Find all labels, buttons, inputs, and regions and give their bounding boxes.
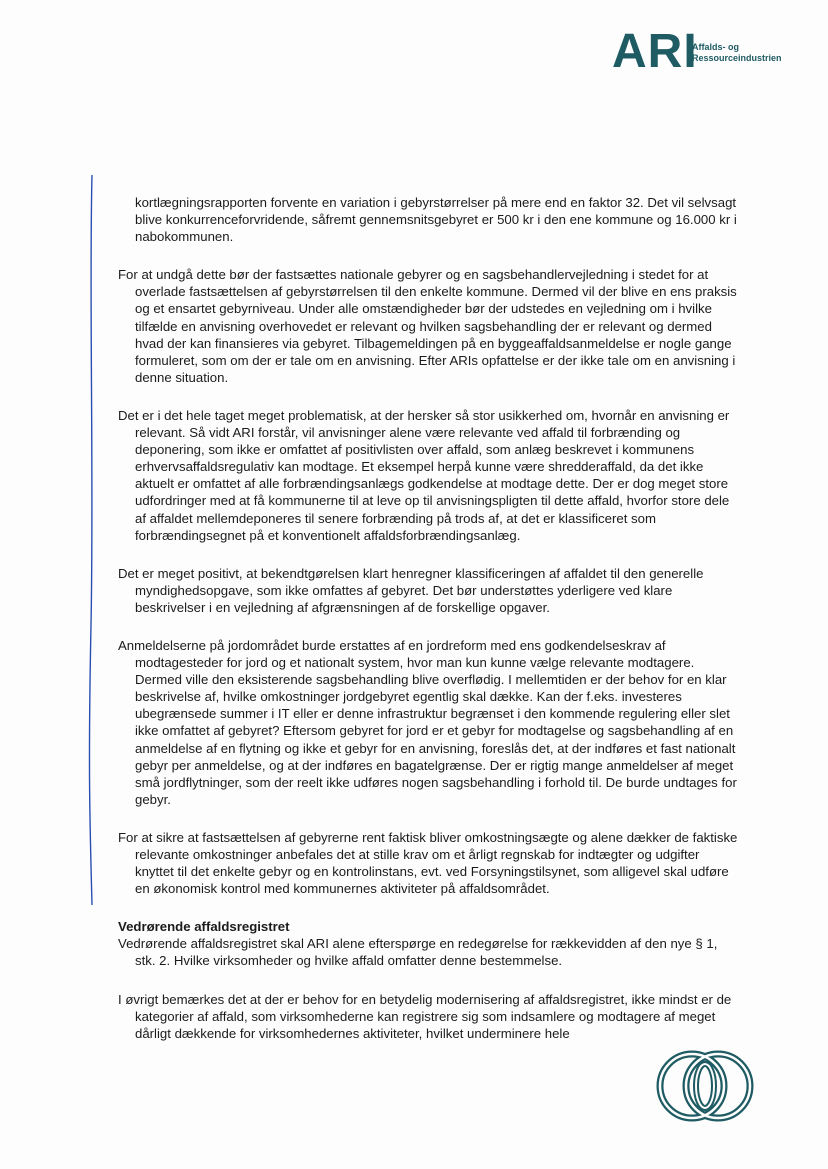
section-heading: Vedrørende affaldsregistret	[118, 919, 290, 935]
margin-marker-line	[86, 175, 98, 905]
rings-emblem	[650, 1030, 760, 1140]
logo-subtitle	[692, 42, 782, 64]
paragraph-1: kortlægningsrapporten forvente en variation i gebyrstørrelser på mere end en faktor 32. Det vil selvsagt blive konkurrenceforvridende, såfremt gennemsnitsgebyret er 500 kr i den ene kommune og 16.000 kr i nabokommunen.	[135, 195, 737, 245]
paragraph-5: Anmeldelserne på jordområdet burde erstattes af en jordreform med ens godkendelseskrav af modtagesteder for jord og et nationalt system, hvor man kun kunne vælge relevante modtagere. Dermed ville den eksisterende sagsbehandling blive overflødig. I mellemtiden er der behov for en klar beskrivelse af, hvilke omkostninger jordgebyret egentlig skal dække. Kan der f.eks. investeres ubegrænsede summer i IT eller er denne infrastruktur begrænset i den kommende regulering eller slet ikke omfattet af gebyret? Eftersom gebyret for jord er et gebyr for modtagelse og sagsbehandling af en anmeldelse af en flytning og ikke et gebyr for en anvisning, foreslås det, at der indføres et fast nationalt gebyr per anmeldelse, og at der indføres en bagatelgrænse. Der er rigtig mange anmeldelser af meget små jordflytninger, som der reelt ikke udføres nogen sagsbehandling i forhold til. De burde undtages for gebyr.	[118, 637, 737, 807]
letter-body	[118, 194, 738, 1063]
paragraph-2: For at undgå dette bør der fastsættes nationale gebyrer og en sagsbehandlervejledning i stedet for at overlade fastsættelsen af gebyrstørrelsen til den enkelte kommune. Dermed vil der blive en ens praksis og et ensartet gebyrniveau. Under alle omstændigheder bør der udstedes en vejledning om i hvilke tilfælde en anvisning overhovedet er relevant og hvilken sagsbehandling der er relevant og dermed hvad der kan finansieres via gebyret. Tilbagemeldingen på en byggeaffaldsanmeldelse er nogle gange formuleret, som om der er tale om en anvisning. Efter ARIs opfattelse er der ikke tale om en anvisning i denne situation.	[118, 267, 737, 385]
logo-mark: ARI	[612, 25, 698, 78]
ari-logo	[612, 25, 802, 78]
logo-line-2: Ressourceindustrien	[692, 53, 782, 63]
logo-line-1: Affalds- og	[692, 42, 739, 52]
section-paragraph-1: Vedrørende affaldsregistret skal ARI alene efterspørge en redegørelse for rækkevidden af den nye § 1, stk. 2. Hvilke virksomheder og hvilke affald omfatter denne bestemmelse.	[118, 936, 718, 969]
section-paragraph-2: I øvrigt bemærkes det at der er behov for en betydelig modernisering af affaldsregistret, ikke mindst er de kategorier af affald, som virksomhederne kan registrere sig som indsamlere og modtagere af meget dårligt dækkende for virksomhedernes aktiviteter, hvilket underminere hele	[118, 991, 732, 1041]
paragraph-3: Det er i det hele taget meget problematisk, at der hersker så stor usikkerhed om, hvornår en anvisning er relevant. Så vidt ARI forstår, vil anvisninger alene være relevante ved affald til forbrænding og deponering, som ikke er omfattet af positivlisten over affald, som anlæg beskrevet i kommunens erhvervsaffaldsregulativ kan modtage. Et eksempel herpå kunne være shredderaffald, da det ikke aktuelt er omfattet af alle forbrændingsanlægs godkendelse at modtage dette. Der er dog meget store udfordringer med at få kommunerne til at leve op til anvisningspligten til dette affald, hvorfor store dele af affaldet mellemdeponeres til senere forbrænding på trods af, at det er klassificeret som forbrændingsegnet på et konventionelt affaldsforbrændingsanlæg.	[118, 407, 730, 543]
paragraph-6: For at sikre at fastsættelsen af gebyrerne rent faktisk bliver omkostningsægte og alene dækker de faktiske relevante omkostninger anbefales det at stille krav om et årligt regnskab for indtægter og udgifter knyttet til det enkelte gebyr og en kontrolinstans, evt. ved Forsyningstilsynet, som alligevel skal udføre en økonomisk kontrol med kommunernes aktiviteter på affaldsområdet.	[118, 829, 738, 897]
paragraph-4: Det er meget positivt, at bekendtgørelsen klart henregner klassificeringen af affaldet til den generelle myndighedsopgave, som ikke omfattes af gebyret. Det bør understøttes yderligere ved klare beskrivelser i en vejledning af afgrænsningen af de forskellige opgaver.	[118, 565, 704, 615]
